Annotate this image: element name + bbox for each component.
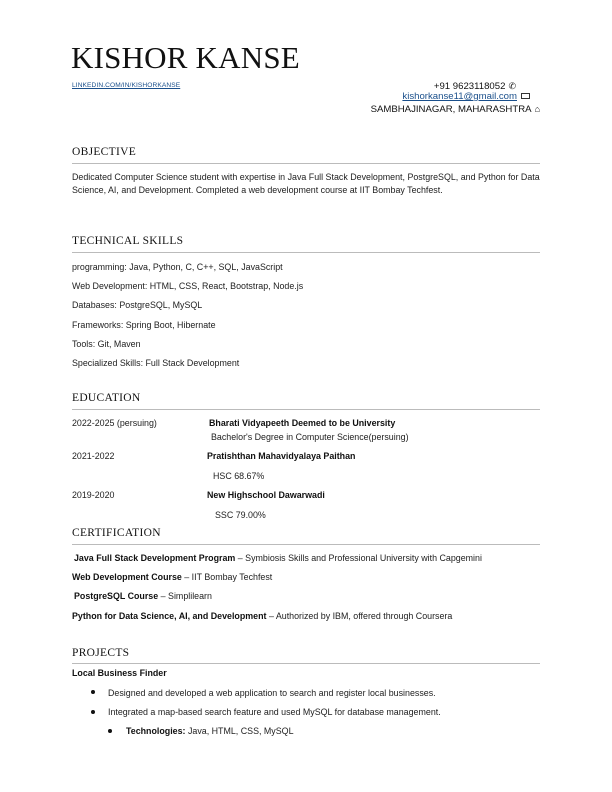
- project-title: Local Business Finder: [72, 668, 167, 678]
- skills-heading: TECHNICAL SKILLS: [72, 235, 184, 247]
- certification-title: PostgreSQL Course: [74, 591, 159, 601]
- location-text: SAMBHAJINAGAR, MAHARASHTRA: [370, 104, 532, 115]
- education-school: Pratishthan Mahavidyalaya Paithan: [207, 451, 356, 461]
- skill-item: Tools: Git, Maven: [72, 339, 141, 349]
- certification-item: [72, 611, 452, 621]
- bullet-icon: [91, 690, 95, 694]
- bullet-icon: [108, 729, 112, 733]
- education-period: 2021-2022: [72, 451, 115, 461]
- education-school: Bharati Vidyapeeth Deemed to be University: [209, 418, 396, 428]
- section-divider: [72, 252, 540, 253]
- section-divider: [72, 409, 540, 410]
- education-detail: Bachelor's Degree in Computer Science(persuing): [211, 432, 409, 442]
- objective-heading: OBJECTIVE: [72, 146, 137, 158]
- certification-item: [74, 553, 482, 563]
- location-line: [371, 104, 540, 115]
- section-divider: [72, 544, 540, 545]
- envelope-icon: [521, 93, 530, 99]
- education-detail: SSC 79.00%: [215, 510, 266, 520]
- skill-item: Databases: PostgreSQL, MySQL: [72, 300, 203, 310]
- candidate-name: KISHOR KANSE: [71, 40, 300, 75]
- phone-number: +91 9623118052: [433, 81, 506, 92]
- certification-title: Web Development Course: [72, 572, 182, 582]
- education-school: New Highschool Dawarwadi: [207, 490, 325, 500]
- education-period: 2022-2025 (persuing): [72, 418, 157, 428]
- section-divider: [72, 663, 540, 664]
- technologies-label: Technologies:: [126, 726, 186, 736]
- section-divider: [72, 163, 540, 164]
- education-heading: EDUCATION: [72, 392, 141, 404]
- linkedin-link[interactable]: LINKEDIN.COM/IN/KISHORKANSE: [72, 82, 181, 89]
- technologies-value: Java, HTML, CSS, MySQL: [185, 726, 294, 736]
- objective-text: Dedicated Computer Science student with expertise in Java Full Stack Development, PostgreSQL, and Python for Data Science, AI, and Development. Completed a web development course at IIT Bombay Techfest.: [72, 172, 540, 195]
- skill-item: Specialized Skills: Full Stack Development: [72, 358, 240, 368]
- certification-issuer: – Symbiosis Skills and Professional University with Capgemini: [235, 553, 482, 563]
- phone-icon: ✆: [508, 81, 516, 91]
- education-period: 2019-2020: [72, 490, 115, 500]
- certification-issuer: – Authorized by IBM, offered through Coursera: [266, 611, 453, 621]
- project-bullet: Designed and developed a web application to search and register local businesses.: [108, 688, 436, 698]
- email-address[interactable]: kishorkanse11@gmail.com: [402, 91, 517, 102]
- home-icon: ⌂: [534, 104, 540, 114]
- certification-title: Python for Data Science, AI, and Development: [72, 611, 267, 621]
- project-technologies: [126, 726, 294, 736]
- skill-item: Frameworks: Spring Boot, Hibernate: [72, 320, 216, 330]
- project-bullet: Integrated a map-based search feature and used MySQL for database management.: [108, 707, 441, 717]
- email-line[interactable]: [402, 91, 530, 102]
- certification-title: Java Full Stack Development Program: [74, 553, 236, 563]
- projects-heading: PROJECTS: [72, 647, 130, 659]
- certification-issuer: – Simplilearn: [158, 591, 212, 601]
- certification-issuer: – IIT Bombay Techfest: [181, 572, 273, 582]
- certification-heading: CERTIFICATION: [72, 527, 161, 539]
- certification-item: [74, 591, 212, 601]
- bullet-icon: [91, 710, 95, 714]
- certification-item: [72, 572, 272, 582]
- skill-item: programming: Java, Python, C, C++, SQL, JavaScript: [72, 262, 283, 272]
- skill-item: Web Development: HTML, CSS, React, Bootstrap, Node.js: [72, 281, 304, 291]
- education-detail: HSC 68.67%: [213, 471, 265, 481]
